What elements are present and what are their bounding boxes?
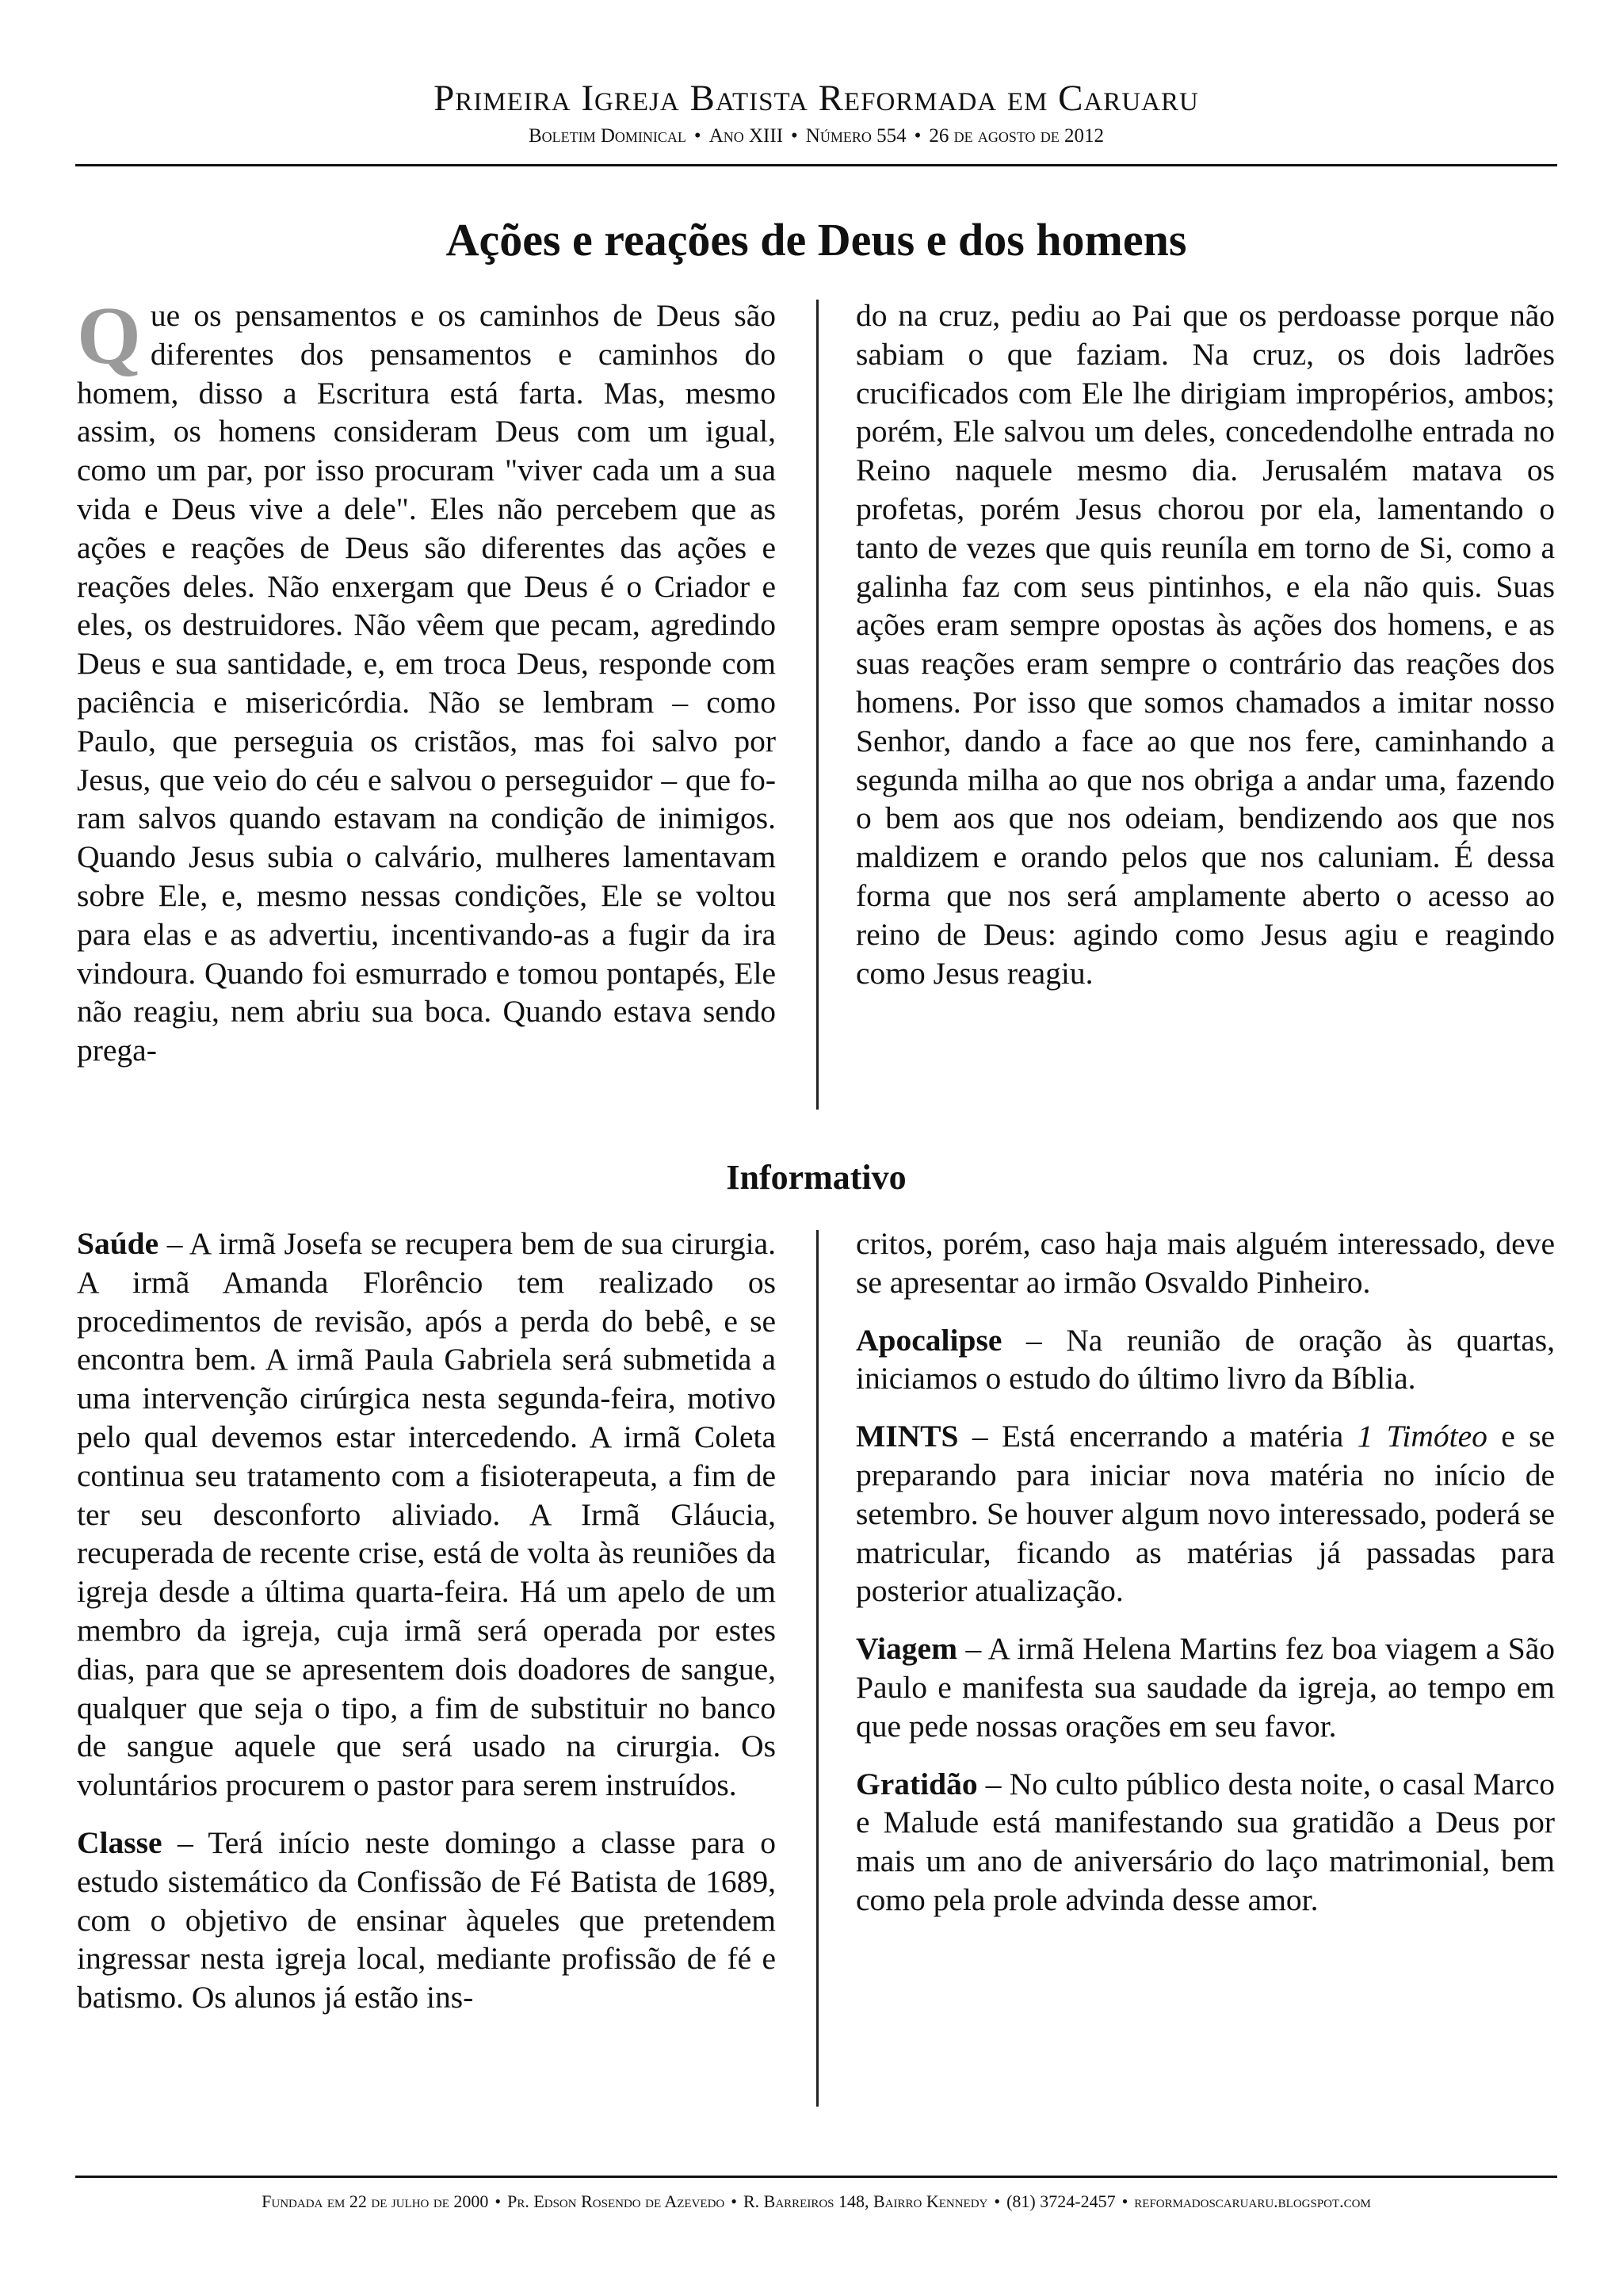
news-label: Classe [77, 1824, 162, 1860]
article-text-right: do na cruz, pediu ao Pai que os perdoasse porque não sabiam o que faziam. Na cruz, os dois ladrões crucificados com Ele lhe dirigiam impropérios, ambos; porém, Ele salvou um deles, concedendolhe entrada no Reino naquele mesmo dia. Jerusalém matava os profetas, porém Jesus chorou por ela, lamentando o tanto de vezes que quis reuníla em torno de Si, como a galinha faz com seus pintinhos, e ela não quis. Suas ações eram sempre opostas às ações dos homens, e as suas reações eram sempre o contrário das reações dos homens. Por isso que somos chamados a imitar nosso Senhor, dando a face ao que nos fere, caminhando a segunda milha ao que nos obriga a andar uma, fazendo o bem aos que nos odeiam, bendizendo aos que nos maldizem e orando pelos que nos caluniam. É dessa forma que nos será amplamente aberto o acesso ao reino de Deus: agindo como Jesus agiu e reagindo como Jesus reagiu. [856, 298, 1555, 991]
church-name: Primeira Igreja Batista Reformada em Caruaru [433, 78, 1199, 119]
news-item-saude [77, 1224, 776, 1805]
informativo-title: Informativo [726, 1158, 907, 1197]
news-item-apocalipse [856, 1321, 1555, 1399]
footer [75, 2190, 1557, 2214]
informativo-column-right [856, 1224, 1555, 2108]
news-item-classe [77, 1824, 776, 2017]
news-item-mints [856, 1417, 1555, 1610]
masthead [75, 76, 1557, 149]
news-label: Saúde [77, 1226, 159, 1261]
news-text: e se preparando para iniciar nova matéria no início de setembro. Se houver algum novo interessado, poderá se matricular, ficando as matérias já passadas para posterior atualização. [856, 1419, 1556, 1609]
bulletin-number: Número 554 [805, 125, 907, 147]
pastor-name: Pr. Edson Rosendo de Azevedo [507, 2191, 725, 2211]
news-text: – A irmã Helena Martins fez boa viagem a São Paulo e manifesta sua saudade da igreja, ao tempo em que pede nossas orações em seu favor. [856, 1631, 1555, 1744]
news-text: – Na reunião de oração às quartas, iniciamos o estudo do último livro da Bíblia. [856, 1322, 1555, 1396]
news-label: Viagem [856, 1631, 957, 1667]
article-title: Ações e reações de Deus e dos homens [445, 214, 1187, 266]
separator: • [1121, 2191, 1128, 2211]
bulletin-label: Boletim Dominical [528, 125, 686, 147]
news-label: Apocalipse [856, 1322, 1002, 1358]
news-label: MINTS [856, 1419, 959, 1454]
separator: • [914, 125, 922, 147]
bulletin-year: Ano XIII [708, 125, 784, 147]
header-rule [75, 164, 1557, 166]
phone: (81) 3724-2457 [1006, 2191, 1116, 2211]
bulletin-info [75, 124, 1557, 149]
news-text: – No culto público desta noite, o casal Marco e Malude está manifestando sua gratidão a Deus por mais um ano de aniversário do laço matrimonial, bem como pela prole advinda desse amor. [856, 1766, 1555, 1917]
news-item-classe-continued [856, 1224, 1555, 1302]
news-item-viagem [856, 1629, 1555, 1745]
informativo-column-divider [816, 1230, 819, 2107]
separator: • [994, 2191, 1001, 2211]
informativo-column-left [77, 1224, 776, 2108]
separator: • [731, 2191, 737, 2211]
footer-rule [75, 2176, 1557, 2178]
article-text-left: ue os pensamentos e os caminhos de Deus são diferentes dos pensamentos e caminhos do homem, disso a Escritura está farta. Mas, mesmo assim, os homens consideram Deus com um igual, como um par, por isso procuram "viver cada um a sua vida e Deus vive a dele". Eles não percebem que as ações e reações de Deus são diferentes das ações e reações deles. Não enxergam que Deus é o Criador e eles, os destruidores. Não vêem que pecam, agredindo Deus e sua santidade, e, em troca Deus, responde com paciência e misericórdia. Não se lembram – como Paulo, que perseguia os cristãos, mas foi salvo por Jesus, que veio do céu e salvou o perseguidor – que foram salvos quando estavam na condição de inimigos. Quando Jesus subia o calvário, mulheres lamentavam sobre Ele, e, mesmo nessas condições, Ele se voltou para elas e as advertiu, incentivando-as a fugir da ira vindoura. Quando foi esmurrado e tomou pontapés, Ele não reagiu, nem abriu sua boca. Quando estava sendo prega- [77, 298, 776, 1068]
separator: • [495, 2191, 502, 2211]
news-text: – Terá início neste domingo a classe para o estudo sistemático da Confissão de Fé Batista de 1689, com o objetivo de ensinar àqueles que pretendem ingressar nesta igreja local, mediante profissão de fé e batismo. Os alunos já estão ins- [77, 1824, 776, 2015]
course-name: 1 Timóteo [1357, 1419, 1487, 1454]
bulletin-date: 26 de agosto de 2012 [929, 125, 1105, 147]
drop-cap: Q [77, 290, 141, 381]
separator: • [791, 125, 798, 147]
address: R. Barreiros 148, Bairro Kennedy [743, 2191, 988, 2211]
article-column-divider [816, 300, 819, 1110]
article-column-left [77, 290, 776, 1113]
separator: • [693, 125, 701, 147]
news-text: – Está encerrando a matéria [958, 1419, 1358, 1454]
news-label: Gratidão [856, 1766, 978, 1801]
founded-date: Fundada em 22 de julho de 2000 [262, 2191, 489, 2211]
news-text: critos, porém, caso haja mais alguém interessado, deve se apresentar ao irmão Osvaldo Pinheiro. [856, 1226, 1555, 1300]
website: reformadoscaruaru.blogspot.com [1134, 2191, 1371, 2211]
article-column-right [856, 296, 1555, 1113]
news-text: – A irmã Josefa se recupera bem de sua cirurgia. A irmã Amanda Florêncio tem realizado os procedimentos de revisão, após a perda do bebê, e se encontra bem. A irmã Paula Gabriela será submetida a uma intervenção cirúrgica nesta segunda-feira, motivo pelo qual devemos estar intercedendo. A irmã Coleta continua seu tratamento com a fisioterapeuta, a fim de ter seu desconforto aliviado. A Irmã Gláucia, recuperada de recente crise, está de volta às reuniões da igreja desde a última quarta-feira. Há um apelo de um membro da igreja, cuja irmã será operada por estes dias, para que se apresentem dois doadores de sangue, qualquer que seja o tipo, a fim de substituir no banco de sangue aquele que será usado na cirurgia. Os voluntários procurem o pastor para serem instruídos. [77, 1226, 776, 1803]
news-item-gratidao [856, 1765, 1555, 1920]
